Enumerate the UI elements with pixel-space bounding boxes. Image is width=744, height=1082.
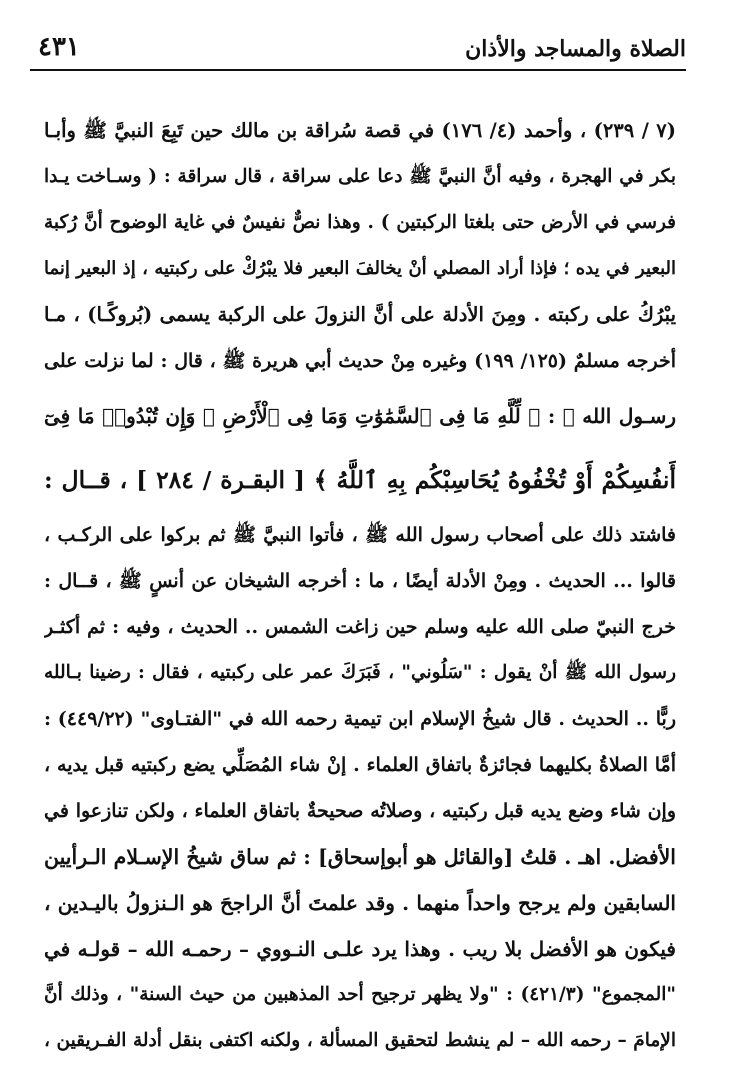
quran-verse-line-2: أَنفُسِكُمْ أَوْ تُخْفُوهُ يُحَاسِبْكُم بِهِ ٱللَّهُ ﴾ [ البقـرة / ٢٨٤ ] ، قــال : xyxy=(44,466,676,494)
text-line-15: وإن شاء وضع يديه قبل ركبتيه ، وصلاتُه صحيحةٌ باتفاق العلماء ، ولكن تنازعوا في xyxy=(44,800,676,822)
text-line-16: الأفضل. اهـ . قلتُ [والقائل هو أبوإسحاق] : ثم ساق شيخُ الإسـلام الـرأيين xyxy=(44,845,676,869)
text-line-20: الإمامَ – رحمه الله – لم ينشط لتحقيق المسألة ، ولكنه اكتفى بنقل أدلة الفـريقين ، xyxy=(44,1030,676,1051)
text-line-1: (٧ / ٢٣٩) ، وأحمد (٤/ ١٧٦) في قصة سُراقة بن مالك حين تَبِعَ النبيَّ ﷺ وأبـا xyxy=(44,119,676,142)
text-line-2: بكر في الهجرة ، وفيه أنَّ النبيَّ ﷺ دعا على سراقة ، قال سراقة : ( وسـاخت يـدا xyxy=(44,166,676,187)
quran-verse-line-1: رسـول الله ﷺ : ﴿ لِّلَّهِ مَا فِى ٱلسَّمَٰوَٰتِ وَمَا فِى ٱلْأَرْضِ ۗ وَإِن تُبْدُوا۟ مَا فِىٓ xyxy=(44,404,676,428)
text-line-9: فاشتد ذلك على أصحاب رسول الله ﷺ ، فأتوا النبيَّ ﷺ ثم بركوا على الركـب ، xyxy=(44,524,676,546)
text-line-13: ربًّا .. الحديث . قال شيخُ الإسلام ابن تيمية رحمه الله في "الفتـاوى" (٤٤٩/٢٢) : xyxy=(44,708,676,730)
body-text xyxy=(44,108,676,1064)
text-line-6: أخرجه مسلمٌ (١٢٥/ ١٩٩) وغيره مِنْ حديث أبي هريرة ﷺ ، قال : لما نزلت على xyxy=(44,350,676,372)
text-line-17: السابقين ولم يرجح واحداً منهما . وقد علمتَ أنَّ الراجحَ هو الـنزولُ باليـدين ، xyxy=(44,891,676,915)
page-number: ٤٣١ xyxy=(38,32,80,62)
text-line-4: البعير في يده ؛ فإذا أراد المصلي أنْ يخالفَ البعير فلا يبْرُكْ على ركبتيه ، إذ البعير إنما xyxy=(44,258,676,279)
text-line-19: "المجموع" (٤٢١/٣) : "ولا يظهر ترجيح أحد المذهبين من حيث السنة" ، وذلك أنَّ xyxy=(44,984,676,1005)
text-line-10: قالوا ... الحديث . ومِنْ الأدلة أيضًا ، ما : أخرجه الشيخان عن أنسٍ ﷺ ، قــال : xyxy=(44,570,676,592)
text-line-3: فرسي في الأرض حتى بلغتا الركبتين ) . وهذا نصٌّ نفيسٌ في غاية الوضوح أنَّ رُكبة xyxy=(44,212,676,233)
text-line-5: يبْرُكُ على ركبته . ومِنَ الأدلة على أنَّ النزولَ على الركبة يسمى (بُروكًـا) ، مـا xyxy=(44,303,676,326)
text-line-18: فيكون هو الأفضل بلا ريب . وهذا يرد علـى النـووي – رحمـه الله – قولـه في xyxy=(44,937,676,961)
header-divider xyxy=(30,69,686,71)
text-line-11: خرج النبيّ صلى الله عليه وسلم حين زاغت الشمس .. الحديث ، وفيه : ثم أكثـر xyxy=(44,616,676,638)
running-header xyxy=(30,26,686,70)
text-line-12: رسول الله ﷺ أنْ يقول : "سَلُوني" ، فَبَرَكَ عمر على ركبتيه ، فقال : رضينا بـالله xyxy=(44,662,676,683)
chapter-title: الصلاة والمساجد والأذان xyxy=(465,36,686,62)
text-line-14: أمَّا الصلاةُ بكليهما فجائزةٌ باتفاق العلماء . إنْ شاء المُصَلِّي يضع ركبتيه قبل يديه ، xyxy=(44,754,676,776)
